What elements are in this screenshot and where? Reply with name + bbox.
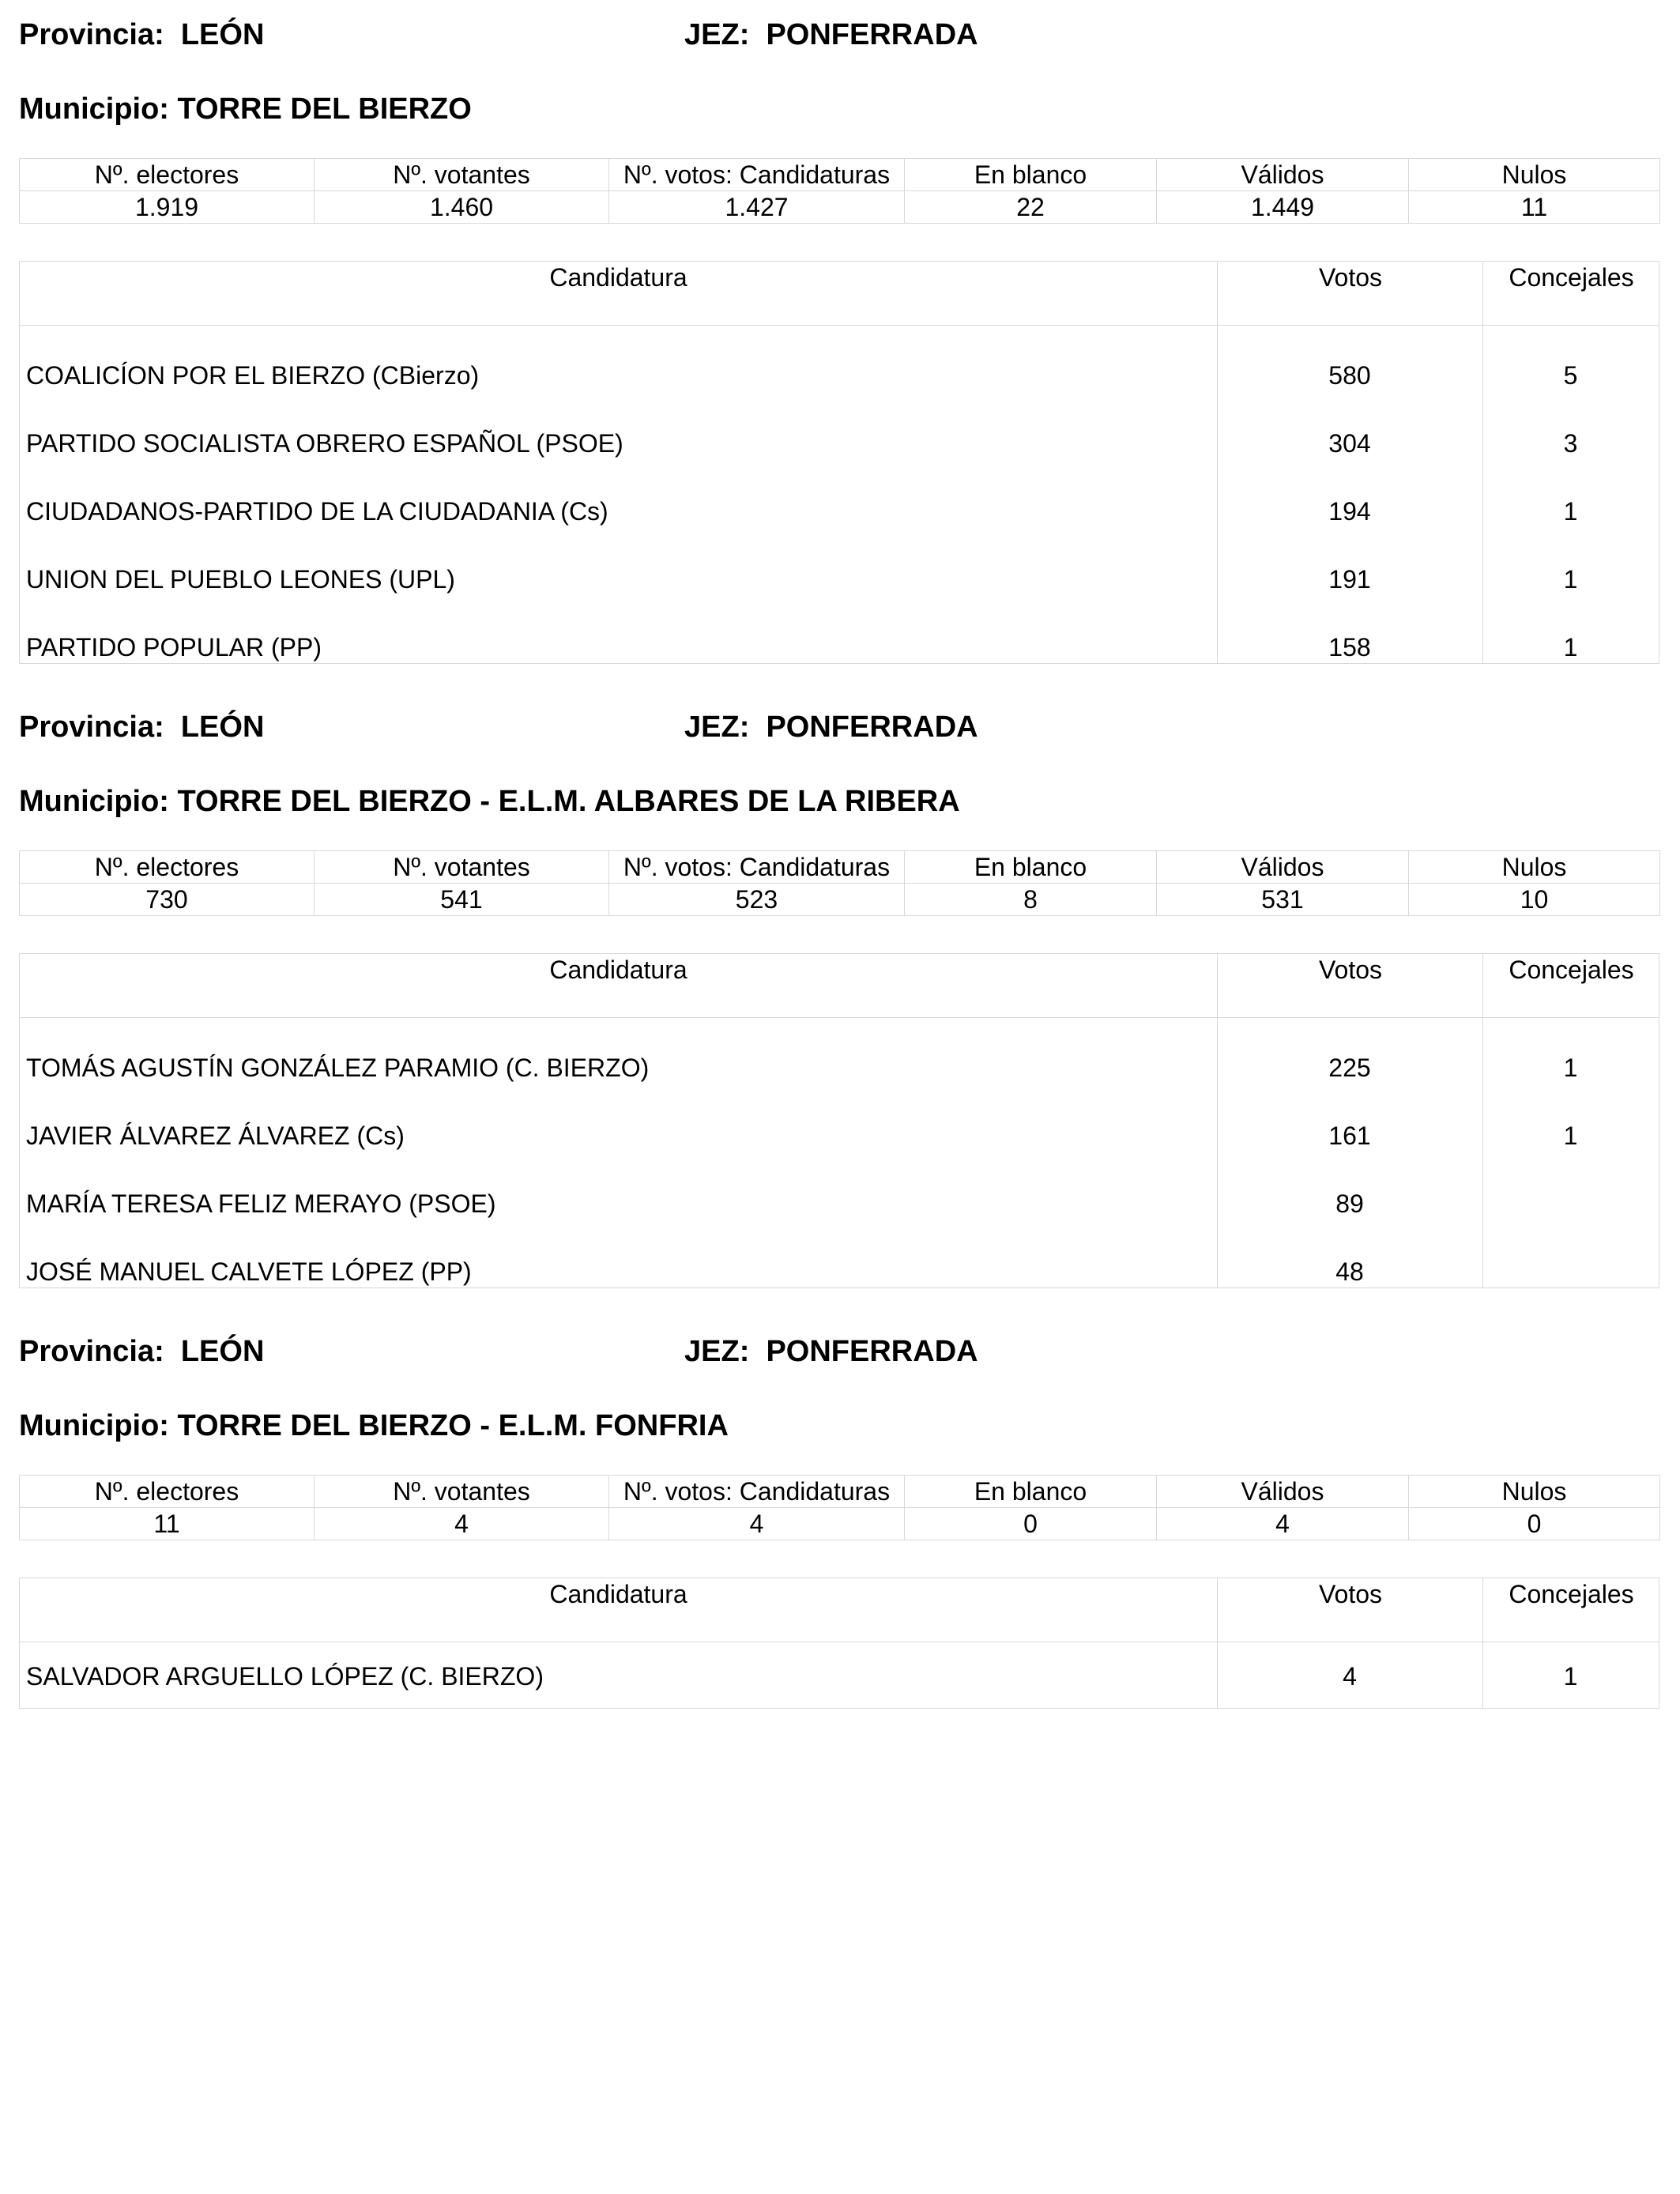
candidates-header — [20, 262, 1659, 326]
summary-header-row — [20, 1476, 1660, 1508]
candidate-name: JAVIER ÁLVAREZ ÁLVAREZ (Cs) — [26, 1122, 405, 1150]
candidate-name: SALVADOR ARGUELLO LÓPEZ (C. BIERZO) — [26, 1662, 544, 1691]
summary-value-cell: 4 — [609, 1508, 905, 1540]
municipio-label: Municipio: TORRE DEL BIERZO — [19, 92, 472, 126]
header-line — [19, 710, 1659, 745]
summary-header-cell: Válidos — [1157, 1476, 1409, 1508]
summary-value-row — [20, 1508, 1660, 1540]
summary-value-row — [20, 191, 1660, 224]
table-row — [20, 341, 1659, 409]
municipio-label: Municipio: TORRE DEL BIERZO - E.L.M. ALBARES DE LA RIBERA — [19, 785, 960, 818]
candidate-name: JOSÉ MANUEL CALVETE LÓPEZ (PP) — [26, 1257, 472, 1286]
summary-header-cell: Válidos — [1157, 851, 1409, 884]
summary-value-row — [20, 884, 1660, 916]
summary-header-cell: En blanco — [905, 851, 1157, 884]
candidate-concejales: 1 — [1563, 1662, 1578, 1691]
candidate-votos: 580 — [1328, 361, 1371, 390]
candidate-votos: 194 — [1328, 497, 1371, 526]
candidate-votos: 161 — [1328, 1122, 1371, 1150]
summary-header-row — [20, 159, 1660, 191]
candidate-name: MARÍA TERESA FELIZ MERAYO (PSOE) — [26, 1189, 496, 1218]
candidate-votos: 89 — [1335, 1189, 1364, 1218]
candidates-table — [19, 261, 1659, 664]
summary-value-cell: 531 — [1157, 884, 1409, 916]
summary-value-cell: 8 — [905, 884, 1157, 916]
header-candidatura: Candidatura — [549, 263, 687, 292]
table-row — [20, 613, 1659, 681]
jez-label: JEZ: PONFERRADA — [684, 711, 978, 744]
candidates-header — [20, 1578, 1659, 1642]
candidates-body — [20, 326, 1659, 681]
candidate-name: UNION DEL PUEBLO LEONES (UPL) — [26, 565, 455, 594]
candidate-votos: 48 — [1335, 1257, 1364, 1286]
summary-header-cell: Nº. electores — [20, 1476, 315, 1508]
candidate-name: CIUDADANOS-PARTIDO DE LA CIUDADANIA (Cs) — [26, 497, 608, 526]
header-candidatura: Candidatura — [549, 1580, 687, 1608]
summary-value-cell: 1.460 — [315, 191, 609, 224]
candidate-concejales: 1 — [1563, 497, 1578, 526]
summary-header-cell: Nº. electores — [20, 851, 315, 884]
summary-header-row — [20, 851, 1660, 884]
candidate-concejales: 1 — [1563, 565, 1578, 594]
summary-header-cell: En blanco — [905, 1476, 1157, 1508]
summary-table — [19, 158, 1660, 224]
header-line — [19, 17, 1659, 52]
summary-value-cell: 4 — [315, 1508, 609, 1540]
summary-table — [19, 850, 1660, 916]
candidate-name: TOMÁS AGUSTÍN GONZÁLEZ PARAMIO (C. BIERZO) — [26, 1054, 650, 1082]
header-line — [19, 1334, 1659, 1369]
summary-value-cell: 730 — [20, 884, 315, 916]
summary-value-cell: 1.919 — [20, 191, 315, 224]
provincia-label: Provincia: LEÓN — [19, 1335, 265, 1368]
candidate-votos: 304 — [1328, 429, 1371, 458]
table-row — [20, 545, 1659, 613]
summary-header-cell: Nº. votantes — [315, 159, 609, 191]
candidate-name: PARTIDO POPULAR (PP) — [26, 633, 322, 662]
header-votos: Votos — [1217, 262, 1483, 325]
summary-value-cell: 1.449 — [1157, 191, 1409, 224]
summary-value-cell: 11 — [1409, 191, 1660, 224]
summary-header-cell: Nulos — [1409, 1476, 1660, 1508]
summary-value-cell: 1.427 — [609, 191, 905, 224]
summary-value-cell: 10 — [1409, 884, 1660, 916]
provincia-label: Provincia: LEÓN — [19, 711, 265, 744]
candidates-header — [20, 954, 1659, 1018]
summary-header-cell: Nulos — [1409, 159, 1660, 191]
jez-label: JEZ: PONFERRADA — [684, 18, 978, 51]
table-row — [20, 1238, 1659, 1306]
candidates-table — [19, 953, 1659, 1288]
candidate-name: COALICÍON POR EL BIERZO (CBierzo) — [26, 361, 480, 390]
candidate-concejales: 1 — [1563, 1054, 1578, 1082]
summary-value-cell: 22 — [905, 191, 1157, 224]
candidate-name: PARTIDO SOCIALISTA OBRERO ESPAÑOL (PSOE) — [26, 429, 623, 458]
table-row — [20, 1642, 1659, 1710]
summary-header-cell: Nº. electores — [20, 159, 315, 191]
header-concejales: Concejales — [1482, 954, 1659, 1017]
header-votos: Votos — [1217, 954, 1483, 1017]
summary-header-cell: En blanco — [905, 159, 1157, 191]
candidate-votos: 4 — [1343, 1662, 1357, 1691]
summary-header-cell: Nº. votantes — [315, 851, 609, 884]
candidate-concejales: 3 — [1563, 429, 1578, 458]
candidates-body — [20, 1642, 1659, 1710]
candidate-concejales: 5 — [1563, 361, 1578, 390]
provincia-label: Provincia: LEÓN — [19, 18, 265, 51]
table-row — [20, 1170, 1659, 1238]
summary-header-cell: Nº. votos: Candidaturas — [609, 1476, 905, 1508]
summary-value-cell: 541 — [315, 884, 609, 916]
jez-label: JEZ: PONFERRADA — [684, 1335, 978, 1368]
summary-header-cell: Nº. votos: Candidaturas — [609, 159, 905, 191]
candidate-concejales: 1 — [1563, 1122, 1578, 1150]
candidate-votos: 158 — [1328, 633, 1371, 662]
candidate-votos: 191 — [1328, 565, 1371, 594]
header-candidatura: Candidatura — [549, 956, 687, 984]
header-concejales: Concejales — [1482, 262, 1659, 325]
candidate-concejales: 1 — [1563, 633, 1578, 662]
summary-value-cell: 523 — [609, 884, 905, 916]
header-concejales: Concejales — [1482, 1578, 1659, 1642]
table-row — [20, 1034, 1659, 1102]
summary-value-cell: 0 — [905, 1508, 1157, 1540]
summary-value-cell: 0 — [1409, 1508, 1660, 1540]
summary-value-cell: 4 — [1157, 1508, 1409, 1540]
candidates-body — [20, 1018, 1659, 1306]
header-votos: Votos — [1217, 1578, 1483, 1642]
summary-header-cell: Nulos — [1409, 851, 1660, 884]
candidate-votos: 225 — [1328, 1054, 1371, 1082]
summary-value-cell: 11 — [20, 1508, 315, 1540]
summary-header-cell: Nº. votantes — [315, 1476, 609, 1508]
summary-header-cell: Nº. votos: Candidaturas — [609, 851, 905, 884]
summary-header-cell: Válidos — [1157, 159, 1409, 191]
candidates-table — [19, 1578, 1659, 1709]
table-row — [20, 409, 1659, 477]
table-row — [20, 1102, 1659, 1170]
municipio-label: Municipio: TORRE DEL BIERZO - E.L.M. FONFRIA — [19, 1409, 729, 1442]
summary-table — [19, 1475, 1660, 1540]
table-row — [20, 477, 1659, 545]
